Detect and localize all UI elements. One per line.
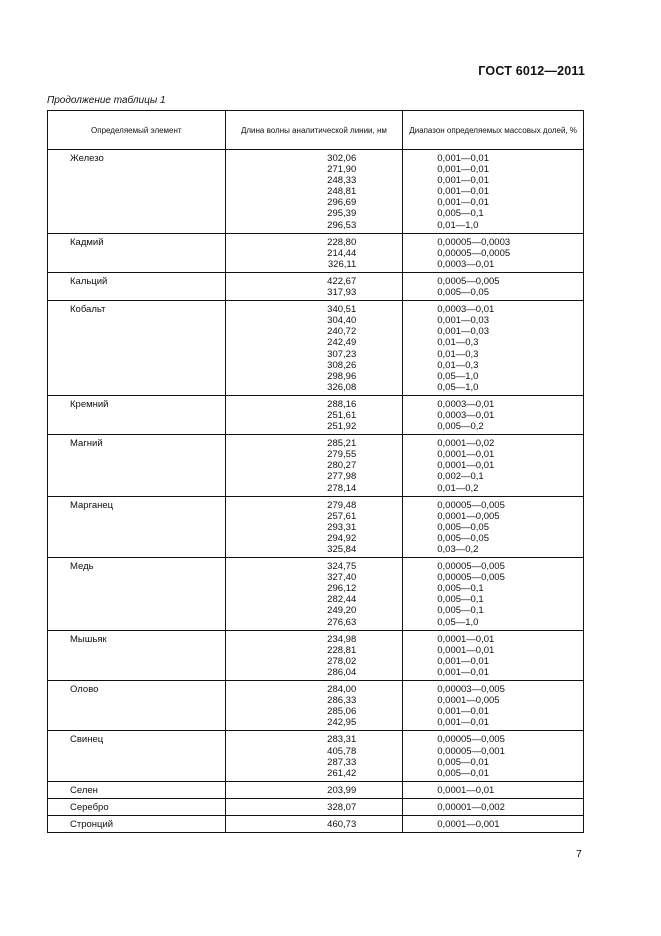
page-number: 7 bbox=[576, 848, 582, 860]
range-cell bbox=[403, 395, 584, 434]
range-cell bbox=[403, 558, 584, 631]
table-caption: Продолжение таблицы 1 bbox=[47, 95, 166, 106]
element-name-cell: Кремний bbox=[48, 395, 226, 434]
wavelength-value: 405,78 bbox=[327, 745, 357, 757]
range-value: 0,001—0,01 bbox=[437, 655, 489, 667]
wavelength-value: 302,06 bbox=[327, 153, 357, 164]
range-cell bbox=[403, 150, 584, 234]
wavelength-cell bbox=[225, 496, 403, 557]
wavelength-value: 317,93 bbox=[327, 287, 357, 299]
column-header-element: Определяемый элемент bbox=[48, 111, 226, 150]
range-value: 0,00005—0,005 bbox=[437, 734, 505, 746]
wavelength-value: 282,44 bbox=[327, 594, 357, 606]
table-row bbox=[48, 150, 584, 234]
elements-table bbox=[47, 110, 584, 833]
table-row bbox=[48, 272, 584, 300]
element-name-cell: Магний bbox=[48, 435, 226, 496]
wavelength-cell bbox=[225, 395, 403, 434]
range-value: 0,001—0,01 bbox=[437, 706, 489, 718]
range-cell bbox=[403, 731, 584, 781]
range-value: 0,0001—0,01 bbox=[437, 449, 495, 461]
wavelength-value: 295,39 bbox=[327, 208, 357, 220]
wavelength-cell bbox=[225, 301, 403, 396]
document-standard-header: ГОСТ 6012—2011 bbox=[478, 64, 585, 78]
wavelength-value: 285,21 bbox=[327, 438, 357, 450]
wavelength-cell bbox=[225, 630, 403, 680]
range-value: 0,0003—0,01 bbox=[437, 258, 495, 270]
range-value: 0,005—0,2 bbox=[437, 421, 484, 433]
wavelength-value: 327,40 bbox=[327, 572, 357, 584]
wavelength-value: 287,33 bbox=[327, 756, 357, 768]
table-row bbox=[48, 435, 584, 496]
range-value: 0,001—0,03 bbox=[437, 315, 489, 327]
range-value: 0,005—0,1 bbox=[437, 605, 484, 617]
range-value: 0,01—0,3 bbox=[437, 337, 479, 349]
wavelength-value: 271,90 bbox=[327, 164, 357, 176]
range-value: 0,005—0,05 bbox=[437, 521, 489, 533]
range-cell bbox=[403, 630, 584, 680]
wavelength-value: 284,00 bbox=[327, 684, 357, 696]
range-value: 0,0001—0,02 bbox=[437, 438, 495, 450]
range-value: 0,0001—0,01 bbox=[437, 460, 495, 472]
range-value: 0,0005—0,005 bbox=[437, 275, 500, 287]
table-row bbox=[48, 496, 584, 557]
wavelength-value: 248,81 bbox=[327, 186, 357, 198]
range-value: 0,001—0,01 bbox=[437, 164, 489, 176]
wavelength-value: 280,27 bbox=[327, 460, 357, 472]
wavelength-value: 340,51 bbox=[327, 304, 357, 316]
wavelength-value: 242,95 bbox=[327, 717, 357, 729]
range-value: 0,00005—0,0003 bbox=[437, 236, 511, 248]
table-row bbox=[48, 815, 584, 832]
wavelength-value: 203,99 bbox=[327, 784, 357, 796]
wavelength-cell bbox=[225, 681, 403, 731]
wavelength-cell bbox=[225, 435, 403, 496]
element-name-cell: Марганец bbox=[48, 496, 226, 557]
element-name-cell: Свинец bbox=[48, 731, 226, 781]
table-row bbox=[48, 558, 584, 631]
range-value: 0,005—0,1 bbox=[437, 208, 484, 220]
table-header bbox=[48, 111, 584, 150]
range-cell bbox=[403, 798, 584, 815]
wavelength-value: 296,69 bbox=[327, 197, 357, 209]
wavelength-value: 285,06 bbox=[327, 706, 357, 718]
wavelength-cell bbox=[225, 781, 403, 798]
wavelength-value: 251,92 bbox=[327, 421, 357, 433]
range-value: 0,0001—0,01 bbox=[437, 644, 495, 656]
range-value: 0,01—0,3 bbox=[437, 348, 479, 360]
wavelength-value: 279,48 bbox=[327, 499, 357, 511]
table-row bbox=[48, 798, 584, 815]
wavelength-value: 240,72 bbox=[327, 326, 357, 338]
range-value: 0,00001—0,002 bbox=[437, 801, 505, 813]
element-name-cell: Селен bbox=[48, 781, 226, 798]
element-name-cell: Серебро bbox=[48, 798, 226, 815]
range-value: 0,002—0,1 bbox=[437, 471, 484, 483]
range-value: 0,005—0,01 bbox=[437, 767, 489, 779]
wavelength-cell bbox=[225, 731, 403, 781]
wavelength-value: 324,75 bbox=[327, 561, 357, 573]
wavelength-cell bbox=[225, 272, 403, 300]
element-name-cell: Кадмий bbox=[48, 233, 226, 272]
wavelength-value: 279,55 bbox=[327, 449, 357, 461]
range-value: 0,0003—0,01 bbox=[437, 409, 495, 421]
wavelength-value: 326,08 bbox=[327, 381, 357, 393]
range-value: 0,05—1,0 bbox=[437, 381, 479, 393]
range-value: 0,001—0,01 bbox=[437, 666, 489, 678]
wavelength-value: 278,02 bbox=[327, 655, 357, 667]
wavelength-value: 293,31 bbox=[327, 521, 357, 533]
element-name-cell: Кальций bbox=[48, 272, 226, 300]
wavelength-value: 296,12 bbox=[327, 583, 357, 595]
wavelength-cell bbox=[225, 815, 403, 832]
range-value: 0,03—0,2 bbox=[437, 544, 479, 555]
element-name-cell: Кобальт bbox=[48, 301, 226, 396]
wavelength-value: 277,98 bbox=[327, 471, 357, 483]
wavelength-value: 422,67 bbox=[327, 275, 357, 287]
range-value: 0,00005—0,005 bbox=[437, 572, 505, 584]
wavelength-value: 307,23 bbox=[327, 348, 357, 360]
wavelength-value: 326,11 bbox=[327, 258, 357, 270]
range-value: 0,0001—0,005 bbox=[437, 510, 500, 522]
wavelength-cell bbox=[225, 798, 403, 815]
range-value: 0,005—0,01 bbox=[437, 756, 489, 768]
range-value: 0,005—0,1 bbox=[437, 594, 484, 606]
range-cell bbox=[403, 815, 584, 832]
range-value: 0,00005—0,0005 bbox=[437, 247, 511, 259]
range-cell bbox=[403, 496, 584, 557]
table-row bbox=[48, 301, 584, 396]
range-value: 0,0001—0,001 bbox=[437, 818, 500, 830]
range-cell bbox=[403, 301, 584, 396]
wavelength-value: 249,20 bbox=[327, 605, 357, 617]
range-cell bbox=[403, 435, 584, 496]
wavelength-value: 296,53 bbox=[327, 219, 357, 231]
wavelength-value: 234,98 bbox=[327, 633, 357, 645]
element-name-cell: Стронций bbox=[48, 815, 226, 832]
range-value: 0,01—1,0 bbox=[437, 219, 479, 231]
table-row bbox=[48, 681, 584, 731]
range-value: 0,00003—0,005 bbox=[437, 684, 505, 696]
table-row bbox=[48, 781, 584, 798]
element-name-cell: Олово bbox=[48, 681, 226, 731]
range-value: 0,05—1,0 bbox=[437, 370, 479, 382]
range-value: 0,0001—0,005 bbox=[437, 695, 500, 707]
table-header-row bbox=[48, 111, 584, 150]
wavelength-cell bbox=[225, 150, 403, 234]
element-name-cell: Медь bbox=[48, 558, 226, 631]
table-row bbox=[48, 731, 584, 781]
element-name-cell: Мышьяк bbox=[48, 630, 226, 680]
wavelength-value: 288,16 bbox=[327, 398, 357, 410]
range-value: 0,001—0,01 bbox=[437, 186, 489, 198]
range-cell bbox=[403, 272, 584, 300]
range-value: 0,001—0,03 bbox=[437, 326, 489, 338]
range-value: 0,005—0,1 bbox=[437, 583, 484, 595]
range-value: 0,001—0,01 bbox=[437, 197, 489, 209]
wavelength-value: 294,92 bbox=[327, 532, 357, 544]
range-value: 0,0003—0,01 bbox=[437, 398, 495, 410]
wavelength-cell bbox=[225, 233, 403, 272]
range-value: 0,05—1,0 bbox=[437, 616, 479, 628]
range-value: 0,001—0,01 bbox=[437, 153, 489, 164]
range-value: 0,0001—0,01 bbox=[437, 633, 495, 645]
range-cell bbox=[403, 233, 584, 272]
wavelength-value: 228,81 bbox=[327, 644, 357, 656]
wavelength-value: 325,84 bbox=[327, 544, 357, 555]
wavelength-value: 286,04 bbox=[327, 666, 357, 678]
range-cell bbox=[403, 781, 584, 798]
range-value: 0,0003—0,01 bbox=[437, 304, 495, 316]
range-value: 0,005—0,05 bbox=[437, 287, 489, 299]
range-value: 0,00005—0,005 bbox=[437, 561, 505, 573]
range-value: 0,001—0,01 bbox=[437, 717, 489, 729]
wavelength-value: 460,73 bbox=[327, 818, 357, 830]
wavelength-value: 257,61 bbox=[327, 510, 357, 522]
table-row bbox=[48, 630, 584, 680]
wavelength-value: 286,33 bbox=[327, 695, 357, 707]
range-value: 0,00005—0,001 bbox=[437, 745, 505, 757]
wavelength-value: 283,31 bbox=[327, 734, 357, 746]
wavelength-value: 276,63 bbox=[327, 616, 357, 628]
wavelength-value: 248,33 bbox=[327, 175, 357, 187]
wavelength-value: 214,44 bbox=[327, 247, 357, 259]
range-value: 0,0001—0,01 bbox=[437, 784, 495, 796]
table-row bbox=[48, 233, 584, 272]
element-name-cell: Железо bbox=[48, 150, 226, 234]
column-header-wavelength: Длина волны аналитической линии, нм bbox=[225, 111, 403, 150]
table-row bbox=[48, 395, 584, 434]
range-value: 0,001—0,01 bbox=[437, 175, 489, 187]
range-value: 0,01—0,2 bbox=[437, 482, 479, 494]
wavelength-value: 304,40 bbox=[327, 315, 357, 327]
range-value: 0,00005—0,005 bbox=[437, 499, 505, 511]
wavelength-value: 308,26 bbox=[327, 359, 357, 371]
table-body bbox=[48, 150, 584, 833]
wavelength-value: 278,14 bbox=[327, 482, 357, 494]
wavelength-cell bbox=[225, 558, 403, 631]
wavelength-value: 228,80 bbox=[327, 236, 357, 248]
wavelength-value: 242,49 bbox=[327, 337, 357, 349]
wavelength-value: 251,61 bbox=[327, 409, 357, 421]
range-cell bbox=[403, 681, 584, 731]
range-value: 0,01—0,3 bbox=[437, 359, 479, 371]
column-header-range: Диапазон определяемых массовых долей, % bbox=[403, 111, 584, 150]
wavelength-value: 328,07 bbox=[327, 801, 357, 813]
range-value: 0,005—0,05 bbox=[437, 532, 489, 544]
wavelength-value: 261,42 bbox=[327, 767, 357, 779]
wavelength-value: 298,96 bbox=[327, 370, 357, 382]
